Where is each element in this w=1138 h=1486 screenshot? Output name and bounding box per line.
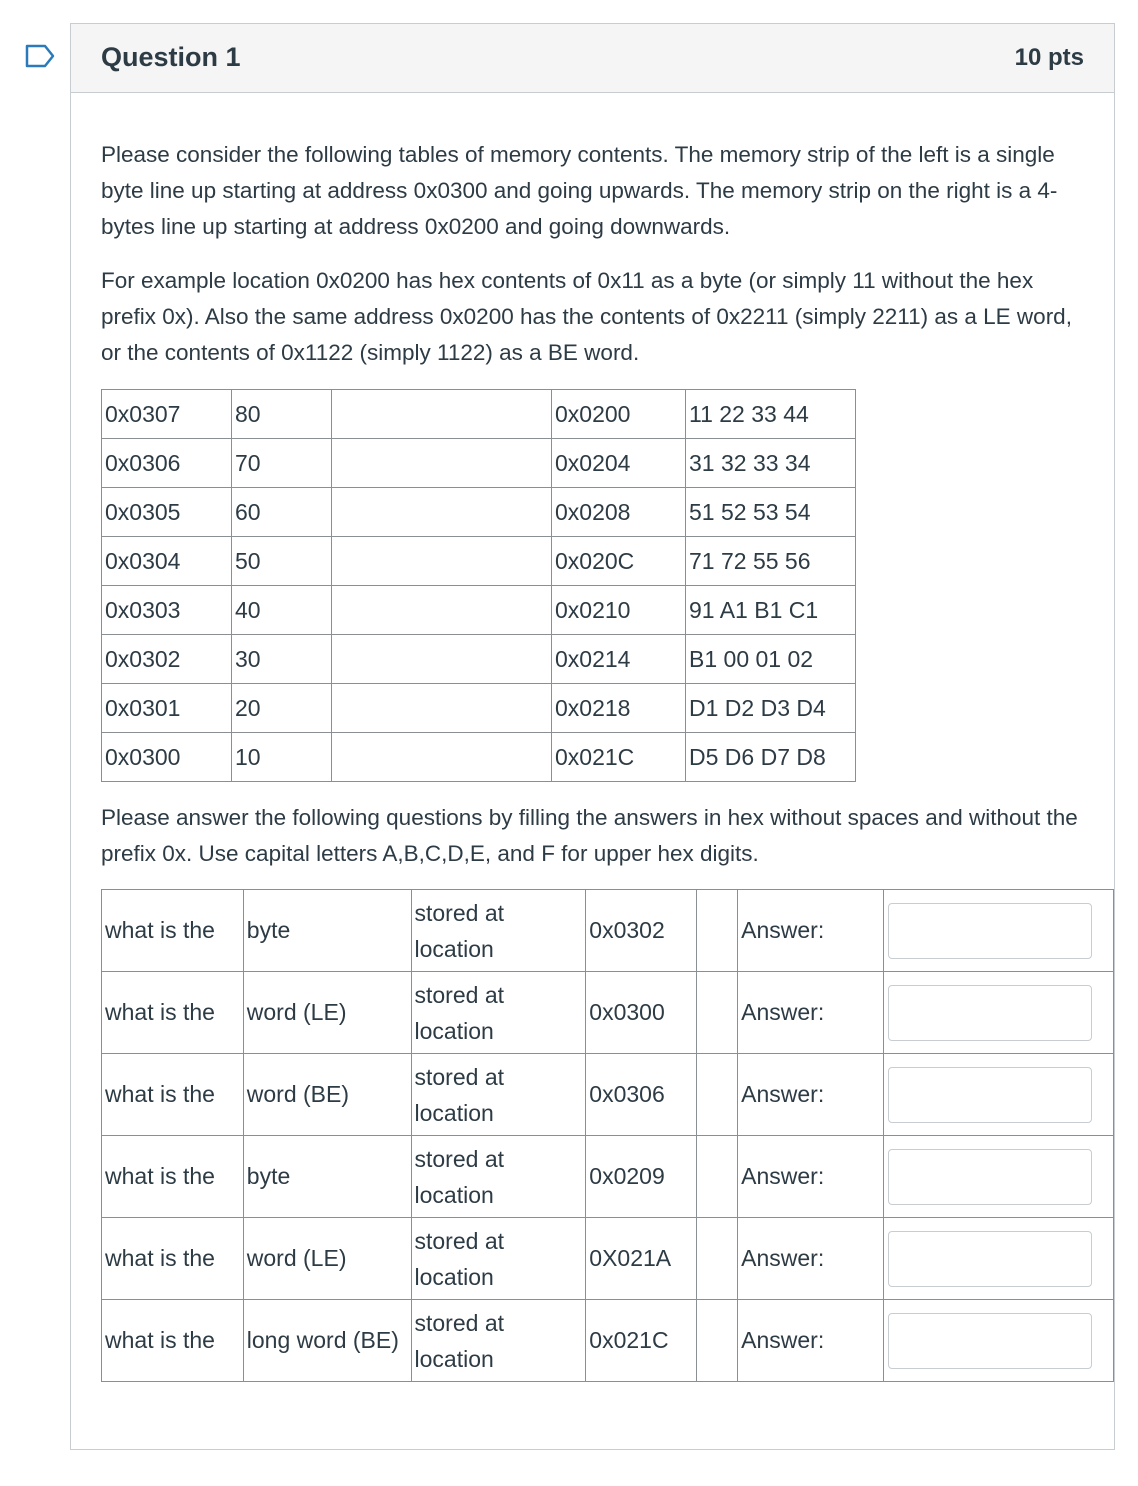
bookmark-flag-icon[interactable] — [25, 44, 55, 68]
memory-value-right: 31 32 33 34 — [686, 439, 856, 488]
question-row — [102, 1218, 1114, 1300]
question-prefix: what is the — [102, 1218, 244, 1300]
memory-address-left: 0x0306 — [102, 439, 232, 488]
question-spacer — [697, 1136, 738, 1218]
question-row — [102, 1136, 1114, 1218]
memory-address-left: 0x0307 — [102, 390, 232, 439]
answer-label: Answer: — [738, 972, 884, 1054]
memory-address-right: 0x0214 — [552, 635, 686, 684]
memory-value-right: 51 52 53 54 — [686, 488, 856, 537]
answer-cell — [883, 1054, 1113, 1136]
question-stored-at: stored at location — [411, 1136, 586, 1218]
question-row — [102, 972, 1114, 1054]
question-spacer — [697, 890, 738, 972]
memory-blank-cell — [332, 390, 552, 439]
question-prefix: what is the — [102, 1136, 244, 1218]
question-stored-at: stored at location — [411, 1218, 586, 1300]
answer-input[interactable] — [888, 1231, 1092, 1287]
question-prefix: what is the — [102, 1300, 244, 1382]
memory-value-left: 10 — [232, 733, 332, 782]
memory-value-left: 80 — [232, 390, 332, 439]
memory-value-left: 50 — [232, 537, 332, 586]
question-kind: byte — [243, 890, 411, 972]
questions-table — [101, 889, 1114, 1382]
question-address: 0X021A — [586, 1218, 697, 1300]
question-address: 0x0209 — [586, 1136, 697, 1218]
question-spacer — [697, 1054, 738, 1136]
memory-value-left: 40 — [232, 586, 332, 635]
memory-value-left: 60 — [232, 488, 332, 537]
question-address: 0x0302 — [586, 890, 697, 972]
answer-input[interactable] — [888, 1313, 1092, 1369]
memory-address-left: 0x0303 — [102, 586, 232, 635]
memory-blank-cell — [332, 537, 552, 586]
memory-row — [102, 733, 856, 782]
question-kind: word (LE) — [243, 972, 411, 1054]
memory-table — [101, 389, 856, 782]
memory-address-right: 0x0204 — [552, 439, 686, 488]
memory-blank-cell — [332, 635, 552, 684]
memory-row — [102, 537, 856, 586]
memory-value-left: 20 — [232, 684, 332, 733]
instructions-paragraph: Please answer the following questions by filling the answers in hex without spaces and without the prefix 0x. Use capital letters A,B,C,D,E, and F for upper hex digits. — [101, 805, 1078, 866]
question-header — [71, 24, 1114, 93]
memory-address-right: 0x021C — [552, 733, 686, 782]
memory-value-right: 71 72 55 56 — [686, 537, 856, 586]
answer-input[interactable] — [888, 985, 1092, 1041]
question-address: 0x021C — [586, 1300, 697, 1382]
memory-value-right: D1 D2 D3 D4 — [686, 684, 856, 733]
memory-blank-cell — [332, 684, 552, 733]
answer-input[interactable] — [888, 1149, 1092, 1205]
memory-blank-cell — [332, 733, 552, 782]
question-row — [102, 1054, 1114, 1136]
memory-address-right: 0x020C — [552, 537, 686, 586]
answer-label: Answer: — [738, 890, 884, 972]
memory-blank-cell — [332, 488, 552, 537]
question-stored-at: stored at location — [411, 1054, 586, 1136]
question-kind: byte — [243, 1136, 411, 1218]
question-panel — [70, 23, 1115, 1450]
memory-address-left: 0x0301 — [102, 684, 232, 733]
memory-row — [102, 488, 856, 537]
memory-value-left: 70 — [232, 439, 332, 488]
answer-label: Answer: — [738, 1300, 884, 1382]
answer-input[interactable] — [888, 1067, 1092, 1123]
intro-paragraph-1: Please consider the following tables of memory contents. The memory strip of the left is a single byte line up starting at address 0x0300 and going upwards. The memory strip on the right is a 4-bytes line up starting at address 0x0200 and going downwards. — [101, 142, 1058, 239]
memory-address-right: 0x0200 — [552, 390, 686, 439]
question-row — [102, 890, 1114, 972]
memory-blank-cell — [332, 439, 552, 488]
question-spacer — [697, 1300, 738, 1382]
memory-row — [102, 439, 856, 488]
memory-address-right: 0x0208 — [552, 488, 686, 537]
question-kind: long word (BE) — [243, 1300, 411, 1382]
question-points: 10 pts — [1014, 44, 1084, 71]
memory-row — [102, 684, 856, 733]
intro-paragraph-2: For example location 0x0200 has hex contents of 0x11 as a byte (or simply 11 without the hex prefix 0x). Also the same address 0x0200 has the contents of 0x2211 (simply 2211) as a LE word, or the contents of 0x1122 (simply 1122) as a BE word. — [101, 268, 1072, 365]
question-stored-at: stored at location — [411, 1300, 586, 1382]
answer-cell — [883, 1136, 1113, 1218]
memory-address-left: 0x0300 — [102, 733, 232, 782]
question-kind: word (BE) — [243, 1054, 411, 1136]
question-title: Question 1 — [101, 42, 241, 72]
memory-row — [102, 390, 856, 439]
question-prefix: what is the — [102, 890, 244, 972]
memory-value-right: B1 00 01 02 — [686, 635, 856, 684]
memory-value-right: D5 D6 D7 D8 — [686, 733, 856, 782]
memory-blank-cell — [332, 586, 552, 635]
question-address: 0x0306 — [586, 1054, 697, 1136]
question-spacer — [697, 1218, 738, 1300]
answer-cell — [883, 1300, 1113, 1382]
answer-label: Answer: — [738, 1136, 884, 1218]
question-row — [102, 1300, 1114, 1382]
question-stored-at: stored at location — [411, 890, 586, 972]
question-prefix: what is the — [102, 972, 244, 1054]
question-kind: word (LE) — [243, 1218, 411, 1300]
memory-value-left: 30 — [232, 635, 332, 684]
memory-address-right: 0x0218 — [552, 684, 686, 733]
memory-row — [102, 586, 856, 635]
answer-label: Answer: — [738, 1218, 884, 1300]
memory-address-left: 0x0304 — [102, 537, 232, 586]
answer-cell — [883, 972, 1113, 1054]
answer-input[interactable] — [888, 903, 1092, 959]
memory-address-right: 0x0210 — [552, 586, 686, 635]
memory-value-right: 11 22 33 44 — [686, 390, 856, 439]
question-stored-at: stored at location — [411, 972, 586, 1054]
answer-label: Answer: — [738, 1054, 884, 1136]
memory-value-right: 91 A1 B1 C1 — [686, 586, 856, 635]
memory-address-left: 0x0302 — [102, 635, 232, 684]
memory-address-left: 0x0305 — [102, 488, 232, 537]
answer-cell — [883, 890, 1113, 972]
question-spacer — [697, 972, 738, 1054]
answer-cell — [883, 1218, 1113, 1300]
question-address: 0x0300 — [586, 972, 697, 1054]
question-prefix: what is the — [102, 1054, 244, 1136]
memory-row — [102, 635, 856, 684]
